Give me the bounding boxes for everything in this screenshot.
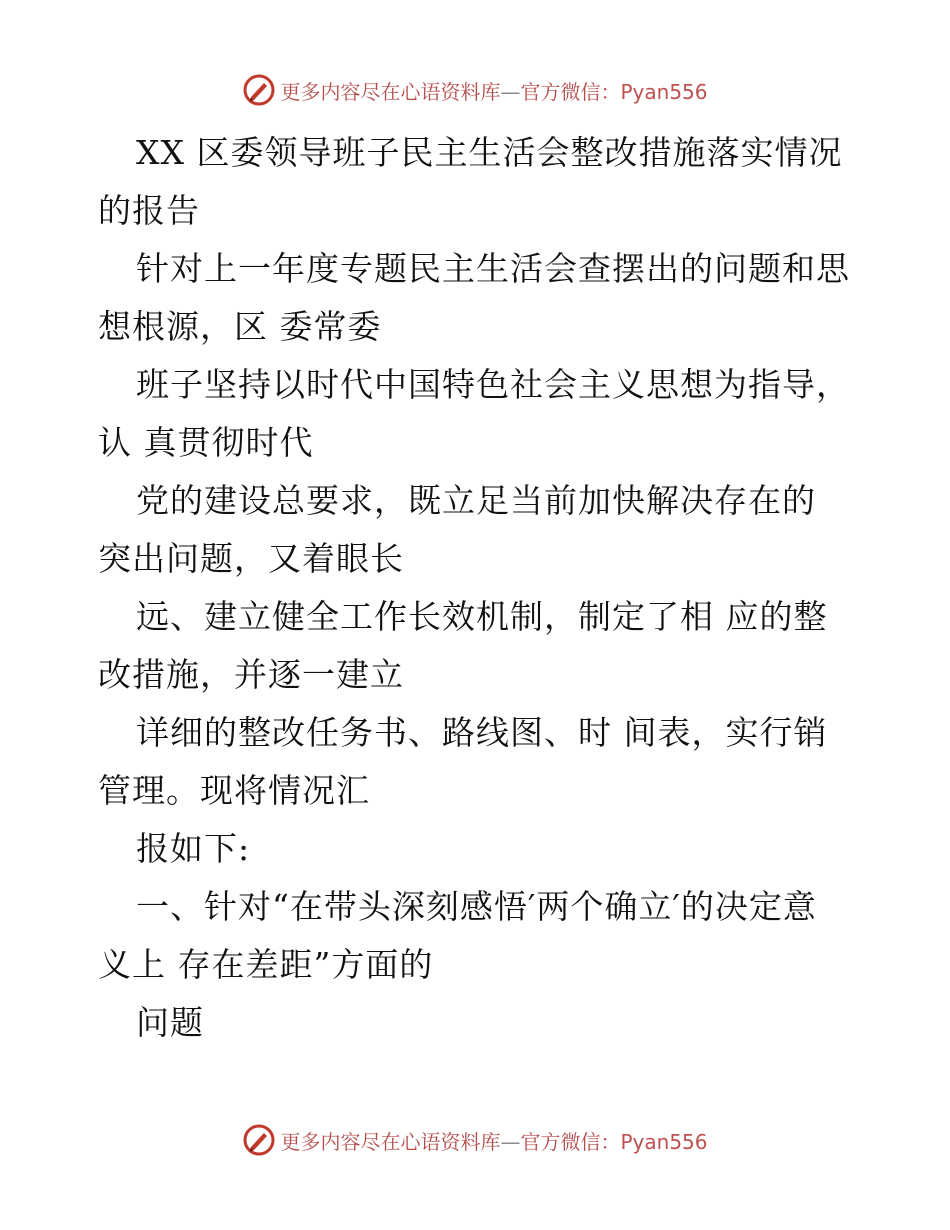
header-banner-text: [280, 76, 707, 105]
pen-nib-logo-icon: [242, 73, 276, 107]
document-line: XX 区委领导班子民主生活会整改措施落实情况: [136, 133, 843, 172]
document-line: 远、建立健全工作长效机制，制定了相 应的整: [136, 597, 828, 636]
document-line: 报如下:: [136, 829, 251, 868]
pen-nib-logo-icon: [242, 1123, 276, 1157]
header-banner-separator: —: [500, 79, 521, 104]
document-line: 针对上一年度专题民主生活会查摆出的问题和思: [136, 249, 850, 288]
document-line: 突出问题，又着眼长: [98, 539, 404, 578]
document-line: 管理。现将情况汇: [98, 771, 370, 810]
document-line: 改措施，并逐一建立: [98, 655, 404, 694]
document-line: 党的建设总要求，既立足当前加快解决存在的: [136, 481, 816, 520]
document-line: 义上 存在差距”方面的: [98, 945, 434, 984]
document-line: 的报告: [98, 191, 200, 230]
footer-banner-text: [280, 1126, 707, 1155]
footer-banner: [0, 1120, 950, 1160]
footer-banner-suffix: 官方微信：: [520, 1129, 621, 1154]
document-line: 认 真贯彻时代: [98, 423, 314, 462]
document-line: 想根源，区 委常委: [98, 307, 382, 346]
header-banner-suffix: 官方微信：: [520, 79, 621, 104]
header-banner-handle: Pyan556: [620, 79, 708, 104]
document-line: 详细的整改任务书、路线图、时 间表，实行销: [136, 713, 828, 752]
footer-banner-handle: Pyan556: [620, 1129, 708, 1154]
document-body: [98, 124, 858, 1052]
header-banner: [0, 70, 950, 110]
footer-banner-prefix: 更多内容尽在心语资料库: [280, 1129, 501, 1154]
header-banner-prefix: 更多内容尽在心语资料库: [280, 79, 501, 104]
document-line: 问题: [136, 1003, 204, 1042]
footer-banner-separator: —: [500, 1129, 521, 1154]
document-line: 班子坚持以时代中国特色社会主义思想为指导，: [136, 365, 850, 404]
document-line: 一、针对“在带头深刻感悟′两个确立′的决定意: [136, 887, 817, 926]
